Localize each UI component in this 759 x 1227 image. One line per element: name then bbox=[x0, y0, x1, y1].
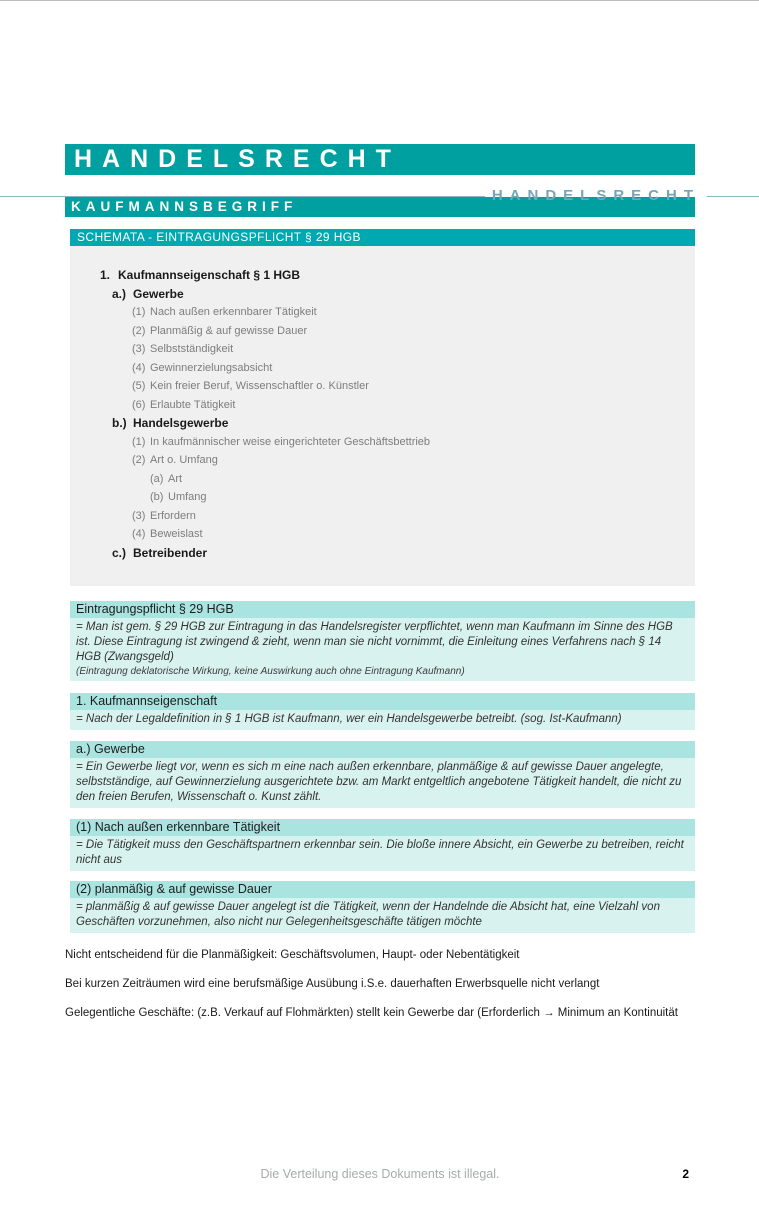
running-header-rule-right bbox=[707, 196, 759, 197]
definition-body bbox=[70, 710, 695, 730]
outline-item-label: Art o. Umfang bbox=[150, 454, 218, 466]
outline-item-marker: b.) bbox=[112, 416, 127, 430]
definition-header: (1) Nach außen erkennbare Tätigkeit bbox=[70, 819, 695, 836]
outline-item-marker: (5) bbox=[132, 380, 146, 392]
note-paragraph: Gelegentliche Geschäfte: (z.B. Verkauf auf Flohmärkten) stellt kein Gewerbe dar (Erforderlich → Minimum an Kontinuität bbox=[65, 1007, 678, 1019]
definition-body bbox=[70, 758, 695, 808]
outline-item bbox=[95, 285, 685, 304]
outline-item bbox=[95, 266, 685, 285]
outline-item bbox=[95, 340, 685, 359]
outline-item bbox=[95, 525, 685, 544]
outline-item-marker: (1) bbox=[132, 306, 146, 318]
outline-item bbox=[95, 488, 685, 507]
outline-item-label: Beweislast bbox=[150, 528, 203, 540]
outline-item-marker: (a) bbox=[150, 472, 164, 485]
note-paragraph: Bei kurzen Zeiträumen wird eine berufsmäßige Ausübung i.S.e. dauerhaften Erwerbsquelle nicht verlangt bbox=[65, 978, 600, 990]
outline-item-label: Handelsgewerbe bbox=[133, 416, 229, 430]
outline-item-marker: (2) bbox=[132, 324, 146, 337]
outline-item-marker: (1) bbox=[132, 435, 146, 448]
running-header bbox=[0, 188, 759, 204]
outline-item bbox=[95, 507, 685, 526]
outline-item-marker: (4) bbox=[132, 361, 146, 374]
page-number: 2 bbox=[682, 1167, 689, 1181]
definition-section-erkennbare-taetigkeit bbox=[70, 819, 695, 871]
definition-body bbox=[70, 898, 695, 933]
definition-text: = Nach der Legaldefinition in § 1 HGB ist Kaufmann, wer ein Handelsgewerbe betreibt. (sog. Ist-Kaufmann) bbox=[76, 713, 622, 725]
definition-section-eintragungspflicht bbox=[70, 601, 695, 681]
note-paragraph: Nicht entscheidend für die Planmäßigkeit: Geschäftsvolumen, Haupt- oder Nebentätigkeit bbox=[65, 949, 520, 961]
outline-item-label: Kein freier Beruf, Wissenschaftler o. Künstler bbox=[150, 380, 369, 392]
definition-note: (Eintragung deklatorische Wirkung, keine Auswirkung auch ohne Eintragung Kaufmann) bbox=[76, 666, 465, 677]
definition-section-gewerbe bbox=[70, 741, 695, 808]
schema-outline-box bbox=[70, 246, 695, 586]
definition-text: = Die Tätigkeit muss den Geschäftspartnern erkennbar sein. Die bloße innere Absicht, ein Gewerbe zu betreiben, reicht nicht aus bbox=[76, 839, 684, 866]
definition-body bbox=[70, 618, 695, 681]
document-page bbox=[0, 144, 759, 1227]
outline-item bbox=[95, 377, 685, 396]
outline-item-label: Erfordern bbox=[150, 509, 196, 522]
outline-item-label: Betreibender bbox=[133, 545, 208, 560]
outline-item-label: Selbstständigkeit bbox=[150, 343, 234, 355]
footer-notice: Die Verteilung dieses Dokuments ist illegal. bbox=[260, 1167, 500, 1181]
outline-item-label: Nach außen erkennbarer Tätigkeit bbox=[150, 306, 317, 318]
outline-item bbox=[95, 396, 685, 415]
running-header-rule-left bbox=[0, 196, 485, 197]
outline-item-marker: (3) bbox=[132, 343, 146, 355]
outline-item-marker: (6) bbox=[132, 398, 146, 411]
definition-section-kaufmannseigenschaft bbox=[70, 693, 695, 730]
outline-item-marker: a.) bbox=[112, 286, 127, 301]
outline-item-label: Gewerbe bbox=[133, 286, 184, 301]
definition-text: = Man ist gem. § 29 HGB zur Eintragung in das Handelsregister verpflichtet, wenn man Kaufmann im Sinne des HGB ist. Diese Eintragung ist zwingend & zieht, wenn man sie nicht vornimmt, die Einleitung eines Verfahrens nach § 14 HGB (Zwangsgeld) bbox=[76, 621, 673, 663]
definition-section-planmaessig bbox=[70, 881, 695, 933]
definition-header: (2) planmäßig & auf gewisse Dauer bbox=[70, 881, 695, 898]
definition-text: = planmäßig & auf gewisse Dauer angelegt ist die Tätigkeit, wenn der Handelnde die Absicht hat, eine Vielzahl von Geschäften vorzunehmen, also nicht nur Gelegenheitsgeschäfte tätigen möchte bbox=[76, 901, 660, 928]
outline-item bbox=[95, 414, 685, 433]
outline-item bbox=[95, 359, 685, 378]
definition-body bbox=[70, 836, 695, 871]
definition-header: 1. Kaufmannseigenschaft bbox=[70, 693, 695, 710]
outline-item bbox=[95, 470, 685, 489]
outline-item bbox=[95, 544, 685, 563]
outline-item-label: Umfang bbox=[168, 491, 207, 503]
outline-item bbox=[95, 322, 685, 341]
outline-item-marker: (4) bbox=[132, 528, 146, 540]
page-title: HANDELSRECHT bbox=[65, 144, 695, 175]
definition-header: Eintragungspflicht § 29 HGB bbox=[70, 601, 695, 618]
definition-text: = Ein Gewerbe liegt vor, wenn es sich m eine nach außen erkennbare, planmäßige & auf gewisse Dauer angelegte, selbstständige, auf Gewinnerzielung ausgerichtete bzw. am Markt entgeltlich angebotene Tätigkeit handelt, die nicht zu den freien Berufen, Wissenschaft o. Kunst zählt. bbox=[76, 761, 682, 803]
outline-item-marker: 1. bbox=[100, 268, 111, 282]
outline-item-marker: c.) bbox=[112, 545, 127, 560]
chapter-heading: KAUFMANNSBEGRIFF bbox=[65, 197, 695, 217]
outline-item-marker: (3) bbox=[132, 509, 146, 522]
outline-item-marker: (b) bbox=[150, 491, 164, 503]
outline-item-marker: (2) bbox=[132, 454, 146, 466]
outline-item-label: Kaufmannseigenschaft § 1 HGB bbox=[118, 268, 301, 282]
page-footer bbox=[65, 1166, 695, 1182]
outline-item bbox=[95, 303, 685, 322]
outline-item-label: In kaufmännischer weise eingerichteter Geschäftsbettrieb bbox=[150, 435, 431, 448]
outline-item-label: Erlaubte Tätigkeit bbox=[150, 398, 236, 411]
outline-item-label: Planmäßig & auf gewisse Dauer bbox=[150, 324, 308, 337]
outline-item bbox=[95, 451, 685, 470]
page-content bbox=[65, 144, 695, 1020]
outline-item-label: Art bbox=[168, 472, 183, 485]
outline-item bbox=[95, 433, 685, 452]
running-header-title: HANDELSRECHT bbox=[491, 187, 700, 204]
outline-item-label: Gewinnerzielungsabsicht bbox=[150, 361, 273, 374]
schema-heading: SCHEMATA - EINTRAGUNGSPFLICHT § 29 HGB bbox=[70, 229, 695, 246]
definition-header: a.) Gewerbe bbox=[70, 741, 695, 758]
